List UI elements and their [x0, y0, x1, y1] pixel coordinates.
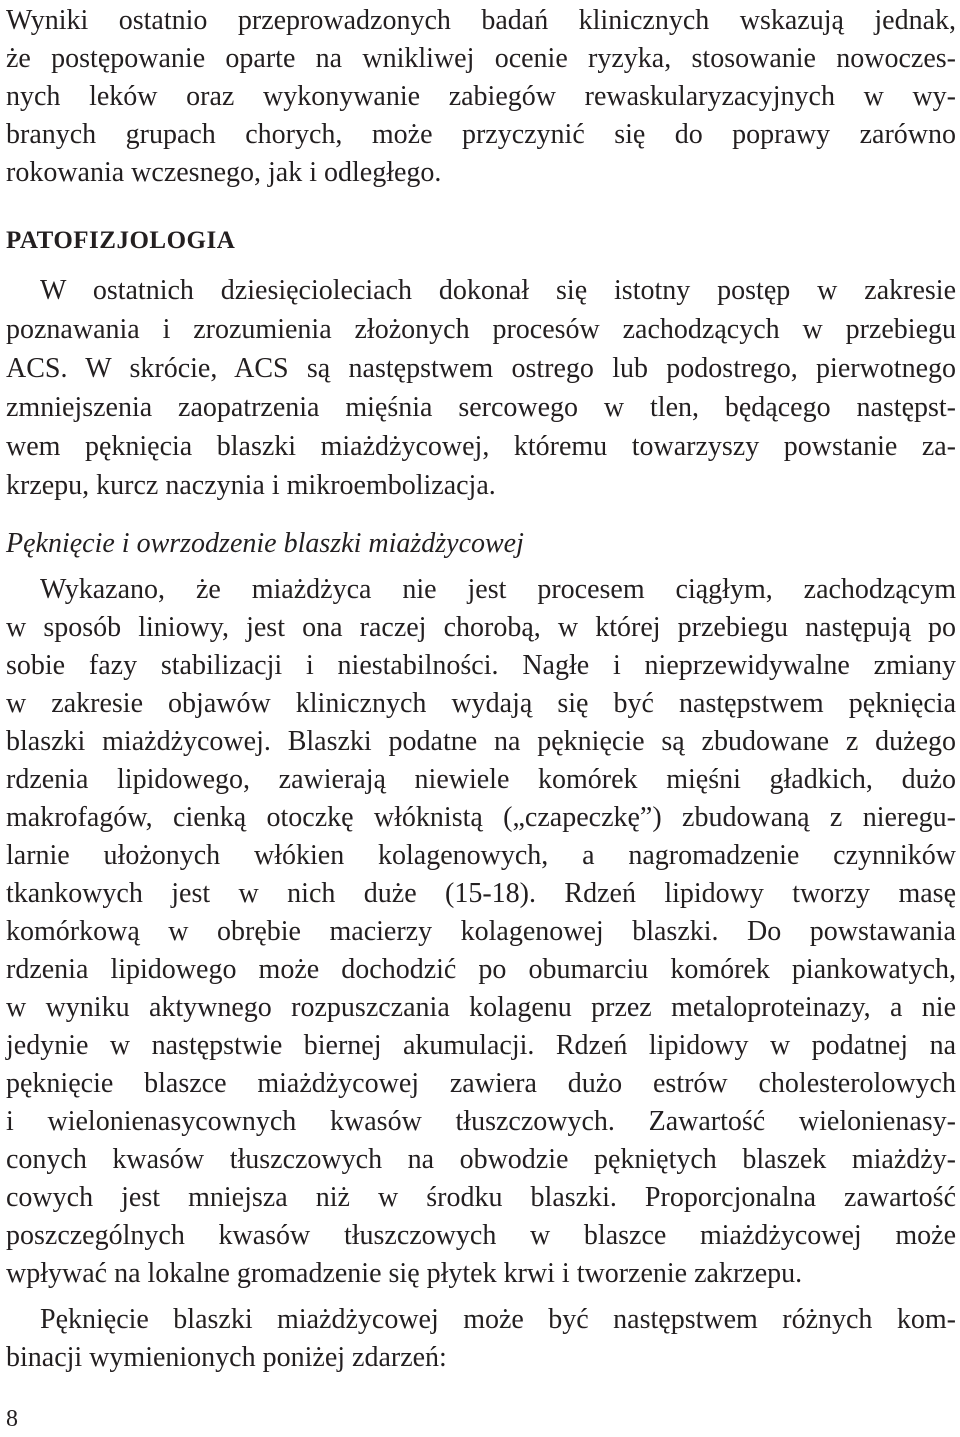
- text-line: Pęknięcie blaszki miażdżycowej może być następstwem różnych kom-: [40, 1304, 956, 1335]
- text-line: W ostatnich dziesięcioleciach dokonał się istotny postęp w zakresie: [40, 275, 956, 306]
- text-line: jedynie w następstwie biernej akumulacji. Rdzeń lipidowy w podatnej na: [6, 1030, 956, 1061]
- text-line: larnie ułożonych włókien kolagenowych, a nagromadzenie czynników: [6, 840, 956, 871]
- text-line: komórkową w obrębie macierzy kolagenowej blaszki. Do powstawania: [6, 916, 956, 947]
- text-line: Wykazano, że miażdżyca nie jest procesem ciągłym, zachodzącym: [40, 574, 956, 605]
- text-line: w wyniku aktywnego rozpuszczania kolagenu przez metaloproteinazy, a nie: [6, 992, 956, 1023]
- text-line: conych kwasów tłuszczowych na obwodzie pękniętych blaszek miażdży-: [6, 1144, 956, 1175]
- text-line: wpływać na lokalne gromadzenie się płytek krwi i tworzenie zakrzepu.: [6, 1258, 803, 1289]
- text-line: tkankowych jest w nich duże (15-18). Rdzeń lipidowy tworzy masę: [6, 878, 956, 909]
- text-line: rokowania wczesnego, jak i odległego.: [6, 157, 442, 188]
- text-line: w zakresie objawów klinicznych wydają się być następstwem pęknięcia: [6, 688, 956, 719]
- page-number: 8: [6, 1406, 18, 1432]
- text-line: sobie fazy stabilizacji i niestabilności. Nagłe i nieprzewidywalne zmiany: [6, 650, 956, 681]
- text-line: blaszki miażdżycowej. Blaszki podatne na pęknięcie są zbudowane z dużego: [6, 726, 956, 757]
- text-line: poznawania i zrozumienia złożonych procesów zachodzących w przebiegu: [6, 314, 956, 345]
- text-line: pęknięcie blaszce miażdżycowej zawiera dużo estrów cholesterolowych: [6, 1068, 956, 1099]
- text-line: krzepu, kurcz naczynia i mikroembolizacja.: [6, 470, 496, 501]
- text-line: rdzenia lipidowego, zawierają niewiele komórek mięśni gładkich, dużo: [6, 764, 956, 795]
- text-line: zmniejszenia zaopatrzenia mięśnia sercowego w tlen, będącego następst-: [6, 392, 956, 423]
- text-line: Wyniki ostatnio przeprowadzonych badań klinicznych wskazują jednak,: [6, 5, 956, 36]
- text-line: poszczególnych kwasów tłuszczowych w blaszce miażdżycowej może: [6, 1220, 956, 1251]
- text-line: i wielonienasycownych kwasów tłuszczowych. Zawartość wielonienasy-: [6, 1106, 956, 1137]
- section-heading: PATOFIZJOLOGIA: [6, 227, 236, 254]
- text-line: nych leków oraz wykonywanie zabiegów rewaskularyzacyjnych w wy-: [6, 81, 956, 112]
- text-line: że postępowanie oparte na wnikliwej ocenie ryzyka, stosowanie nowoczes-: [6, 43, 956, 74]
- subsection-heading: Pęknięcie i owrzodzenie blaszki miażdżycowej: [6, 528, 524, 559]
- text-line: wem pęknięcia blaszki miażdżycowej, któremu towarzyszy powstanie za-: [6, 431, 956, 462]
- text-line: makrofagów, cienką otoczkę włóknistą („czapeczkę”) zbudowaną z nieregu-: [6, 802, 956, 833]
- text-line: ACS. W skrócie, ACS są następstwem ostrego lub podostrego, pierwotnego: [6, 353, 956, 384]
- text-line: cowych jest mniejsza niż w środku blaszki. Proporcjonalna zawartość: [6, 1182, 956, 1213]
- text-line: branych grupach chorych, może przyczynić się do poprawy zarówno: [6, 119, 956, 150]
- text-line: binacji wymienionych poniżej zdarzeń:: [6, 1342, 447, 1373]
- text-line: w sposób liniowy, jest ona raczej chorobą, w której przebiegu następują po: [6, 612, 956, 643]
- text-line: rdzenia lipidowego może dochodzić po obumarciu komórek piankowatych,: [6, 954, 956, 985]
